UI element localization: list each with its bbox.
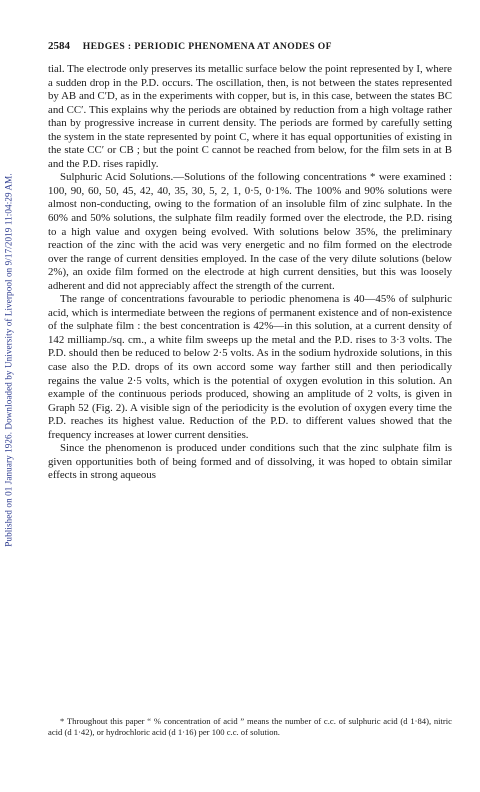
body-text xyxy=(48,63,452,483)
paragraph: tial. The electrode only preserves its metallic surface below the point represented by I, where a sudden drop in the P.D. occurs. The oscillation, then, is not between the states represented by AB and C′D, as in the experiments with copper, but is, in this case, between the states BC and CC′. This explains why the periods are obtained by reduction from a high voltage rather than by progressive increase in current density. The periods are formed by carefully setting the system in the state represented by point C, where it has equal opportunities of existing in the state CC′ or CB ; but the point C cannot be reached from below, for the film sets in at B and the P.D. rises rapidly. xyxy=(48,63,452,170)
footnote-text: * Throughout this paper “ % concentration of acid ” means the number of c.c. of sulphuric acid (d 1·84), nitric acid (d 1·42), or hydrochloric acid (d 1·16) per 100 c.c. of solution. xyxy=(48,716,452,737)
page-number: 2584 xyxy=(48,40,70,52)
paragraph: The range of concentrations favourable to periodic phenomena is 40—45% of sulphuric acid, which is intermediate between the regions of permanent existence and of non-existence of the sulphate film : the best concentration is 42%—in this solution, at a current density of 142 milliamp./sq. cm., a white film sweeps up the metal and the P.D. rises to 3·3 volts. The P.D. should then be reduced to below 2·5 volts. As in the sodium hydroxide solutions, in this case also the P.D. drops of its own accord some way farther still and then periodically regains the value 2·5 volts, which is the potential of oxygen evolution in this solution. An example of the continuous periods produced, showing an amplitude of 2 volts, is given in Graph 52 (Fig. 2). A visible sign of the periodicity is the evolution of oxygen every time the P.D. reaches its highest value. Reduction of the P.D. to different values showed that the frequency increases at lower current densities. xyxy=(48,293,452,441)
running-header xyxy=(48,40,438,54)
paragraph: Since the phenomenon is produced under conditions such that the zinc sulphate film is given opportunities both of being formed and of dissolving, it was hoped to obtain similar effects in strong aqueous xyxy=(48,442,452,482)
footnote xyxy=(48,716,452,738)
download-watermark xyxy=(2,70,16,650)
running-title: HEDGES : PERIODIC PHENOMENA AT ANODES OF xyxy=(82,41,332,52)
download-watermark-text: Published on 01 January 1926. Downloaded by University of Liverpool on 9/17/2019 11:04:29 AM. xyxy=(4,173,15,547)
paragraph: Sulphuric Acid Solutions.—Solutions of the following concentrations * were examined : 100, 90, 60, 50, 45, 42, 40, 35, 30, 5, 2, 1, 0·5, 0·1%. The 100% and 90% solutions were almost non-conducting, owing to the formation of an insoluble film of zinc sulphate. In the 60% and 50% solutions, the sulphate film readily formed over the electrode, the P.D. rising to a high value and oxygen being evolved. With solutions below 35%, the preliminary reaction of the zinc with the acid was very energetic and no film formed on the electrode over the range of current densities employed. In the case of the very dilute solutions (below 2%), an oxide film formed on the electrode at high current densities, but this was loosely adherent and did not appreciably affect the strength of the current. xyxy=(48,171,452,292)
